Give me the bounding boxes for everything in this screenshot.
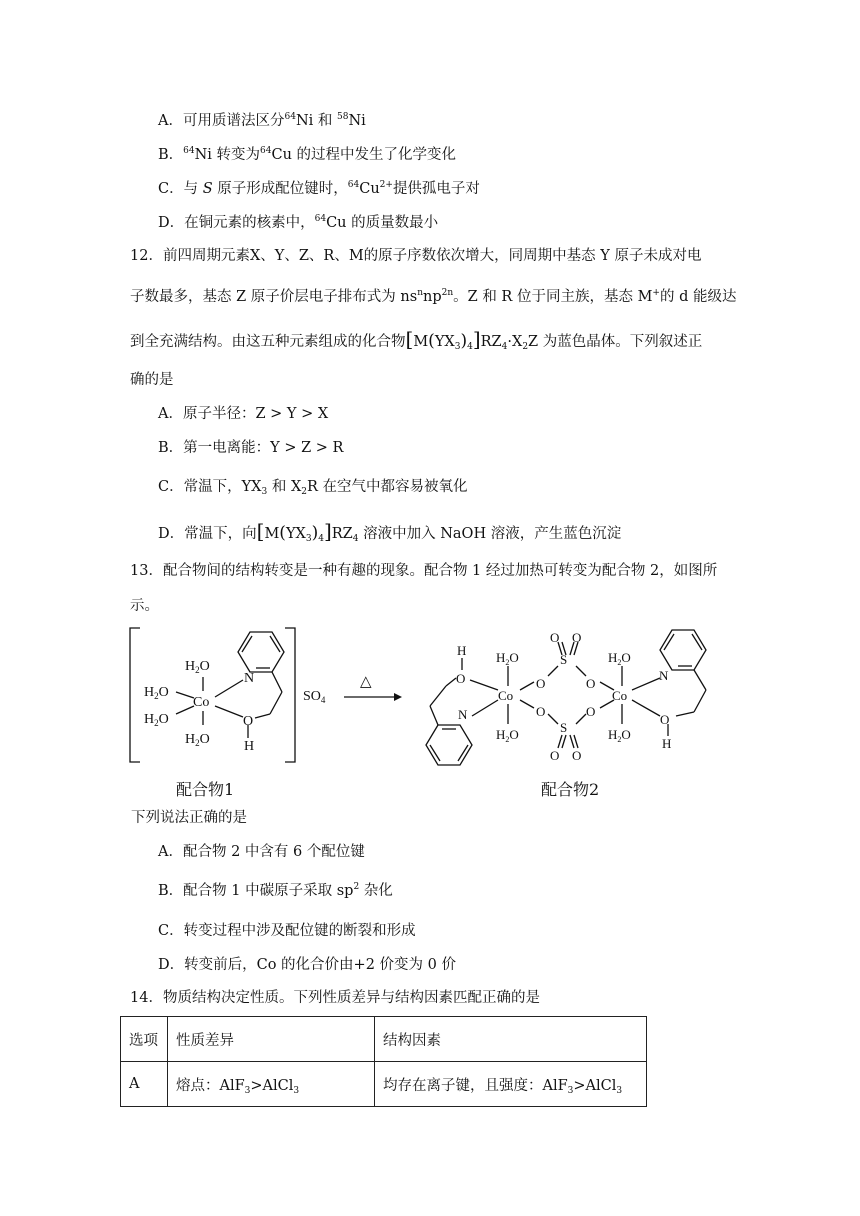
svg-text:N: N	[244, 671, 255, 686]
q13-line-2: 示。	[130, 598, 159, 614]
svg-text:O: O	[536, 704, 546, 719]
counter-ion-sulfate: $SO_4$	[303, 689, 326, 705]
complex-2-structure	[410, 628, 740, 768]
header-option: 选项	[121, 1017, 168, 1062]
q12-option-d: D．常温下，向$[M(YX_3)_4]RZ_4$ 溶液中加入 NaOH 溶液，产生蓝色沉淀	[158, 519, 622, 544]
svg-text:H: H	[662, 736, 672, 751]
header-property: 性质差异	[168, 1017, 375, 1062]
svg-text:Co: Co	[612, 688, 628, 703]
q11-option-a: A．可用质谱法区分$^{64}$Ni 和 $^{58}$Ni	[158, 112, 366, 129]
heat-arrow	[340, 670, 410, 710]
header-structure: 结构因素	[375, 1017, 647, 1062]
table-row	[121, 1062, 647, 1107]
q14-stem: 14．物质结构决定性质。下列性质差异与结构因素匹配正确的是	[130, 990, 540, 1006]
complex-1-caption: 配合物1	[176, 780, 235, 799]
svg-text:O: O	[243, 714, 254, 729]
svg-text:H2O: $H_2O$	[185, 659, 210, 675]
q12-line-2: 子数最多，基态 Z 原子价层电子排布式为 $ns^nnp^{2n}$。Z 和 R 位于同主族，基态 M+的 d 能级达	[130, 288, 737, 305]
svg-text:O: O	[586, 676, 596, 691]
table-header-row	[121, 1017, 647, 1062]
q12-option-b: B．第一电离能：Y > Z > R	[158, 440, 344, 456]
q12-line-3: 到全充满结构。由这五种元素组成的化合物$[M(YX_3)_4]RZ_4\cdot X_2Z$ 为蓝色晶体。下列叙述正	[130, 327, 703, 352]
q13-line-1: 13．配合物间的结构转变是一种有趣的现象。配合物 1 经过加热可转变为配合物 2，如图所	[130, 563, 718, 579]
q12-line-1: 12．前四周期元素X、Y、Z、R、M的原子序数依次增大，同周期中基态 Y 原子未成对电	[130, 248, 702, 264]
row-a-structure: 均存在离子键，且强度：AlF$_3$>AlCl$_3$	[375, 1062, 647, 1107]
svg-text:Co: Co	[193, 695, 210, 710]
q12-line-4: 确的是	[130, 372, 174, 388]
svg-text:S: S	[560, 652, 568, 667]
svg-text:Co: Co	[498, 688, 514, 703]
q13-stem: 下列说法正确的是	[131, 810, 247, 826]
q14-table	[120, 1016, 647, 1107]
svg-text:N: N	[659, 668, 669, 683]
q11-option-d: D．在铜元素的核素中，$^{64}$Cu 的质量数最小	[158, 214, 439, 231]
q11-option-b: B．$^{64}$Ni 转变为$^{64}$Cu 的过程中发生了化学变化	[158, 146, 457, 163]
q13-option-a: A．配合物 2 中含有 6 个配位键	[158, 844, 365, 860]
svg-text:H: H	[457, 643, 467, 658]
svg-text:H2O: $H_2O$	[185, 732, 210, 748]
complex-2-caption: 配合物2	[541, 780, 600, 799]
q12-option-a: A．原子半径：Z > Y > X	[158, 406, 329, 422]
svg-text:H2O: $H_2O$	[608, 727, 631, 744]
svg-text:H2O: $H_2O$	[144, 712, 169, 728]
svg-text:H: H	[244, 739, 255, 754]
q13-option-d: D．转变前后，Co 的化合价由+2 价变为 0 价	[158, 957, 456, 973]
row-a-option: A	[121, 1062, 168, 1107]
svg-text:O: O	[536, 676, 546, 691]
svg-text:H2O: $H_2O$	[144, 685, 169, 701]
svg-text:O: O	[456, 671, 466, 686]
svg-text:O: O	[586, 704, 596, 719]
svg-text:△: △	[360, 674, 372, 690]
svg-text:H2O: $H_2O$	[608, 650, 631, 667]
row-a-property: 熔点：AlF$_3$>AlCl$_3$	[168, 1062, 375, 1107]
svg-text:S: S	[560, 720, 568, 735]
svg-text:O: O	[572, 630, 582, 645]
q11-option-c: C．与 S 原子形成配位键时，$^{64}Cu^{2+}$提供孤电子对	[158, 180, 480, 197]
q12-option-c: C．常温下，$YX_3$ 和 $X_2R$ 在空气中都容易被氧化	[158, 479, 468, 497]
svg-text:H2O: $H_2O$	[496, 650, 519, 667]
svg-text:O: O	[550, 748, 560, 763]
svg-text:H2O: $H_2O$	[496, 727, 519, 744]
q13-option-b: B．配合物 1 中碳原子采取 $sp^2$ 杂化	[158, 882, 393, 899]
svg-text:O: O	[550, 630, 560, 645]
svg-text:O: O	[572, 748, 582, 763]
svg-text:O: O	[660, 712, 670, 727]
svg-text:N: N	[458, 707, 468, 722]
q13-option-c: C．转变过程中涉及配位键的断裂和形成	[158, 923, 416, 939]
complex-1-structure	[120, 622, 350, 770]
